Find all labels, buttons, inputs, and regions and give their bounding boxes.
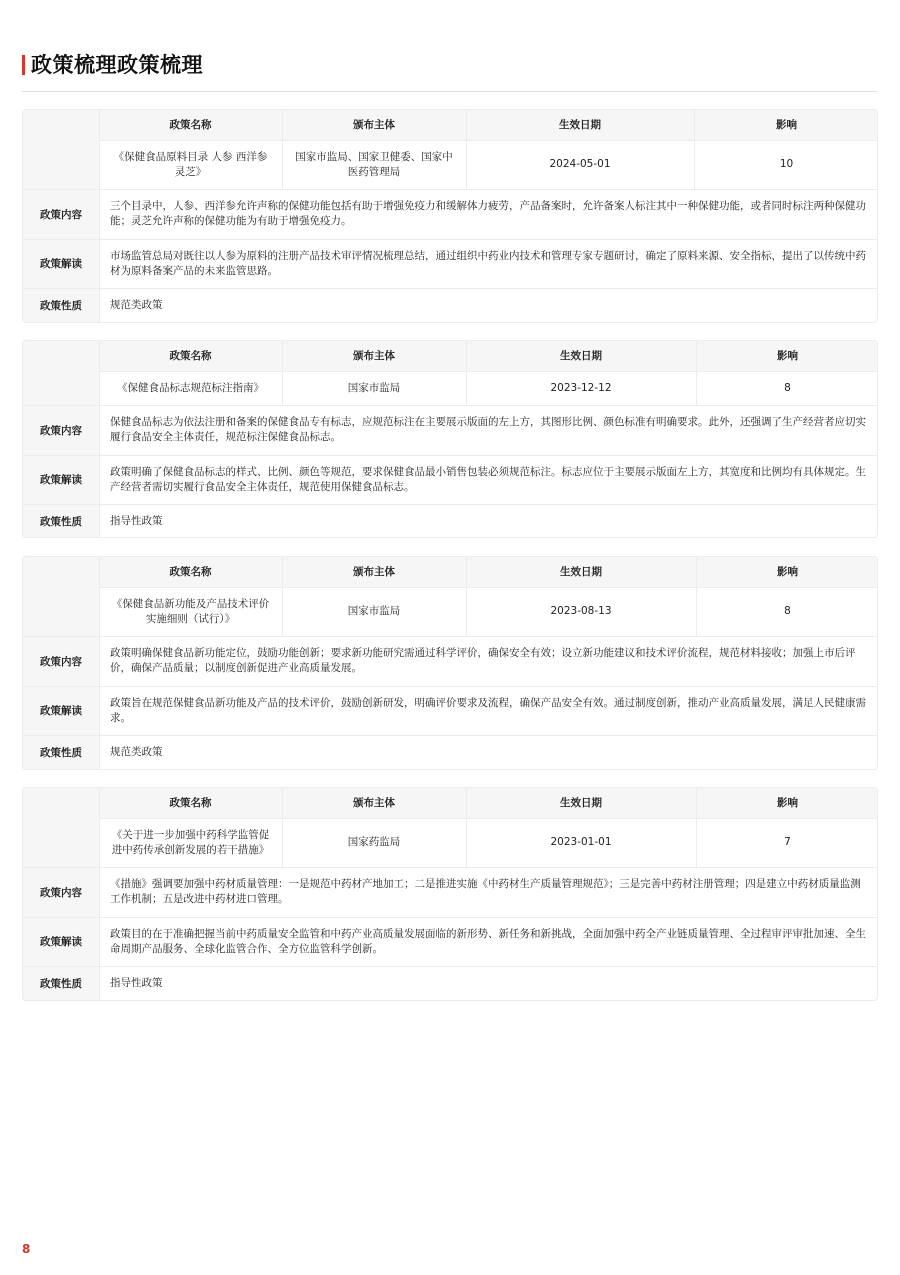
- divider: [23, 405, 878, 406]
- policy-nature: 指导性政策: [110, 514, 163, 527]
- info-row: [23, 818, 878, 867]
- divider: [696, 557, 697, 636]
- divider: [282, 557, 283, 636]
- info-corner: [23, 140, 99, 189]
- policy-content: 《措施》强调要加强中药材质量管理：一是规范中药材产地加工；二是推进实施《中药材生产质量管理规范》；三是完善中药材注册管理；四是建立中药材质量监测工作机制；五是改进中药材进口管理。: [110, 878, 861, 905]
- divider: [466, 341, 467, 405]
- policy-name: 《保健食品新功能及产品技术评价实施细则（试行）》: [111, 597, 270, 625]
- info-corner: [23, 587, 99, 636]
- divider: [23, 917, 878, 918]
- divider: [282, 341, 283, 405]
- divider: [282, 110, 283, 189]
- policy-impact: 7: [784, 836, 791, 848]
- interpretation-row: [23, 686, 878, 735]
- interpretation-label: 政策解读: [23, 686, 99, 735]
- divider: [23, 288, 878, 289]
- header-corner: [23, 341, 99, 371]
- divider: [99, 110, 100, 322]
- divider: [99, 587, 878, 588]
- policy-card-1: [22, 109, 878, 323]
- policy-issuer: 国家市监局: [347, 605, 401, 617]
- header-corner: [23, 110, 99, 140]
- policy-impact: 8: [784, 381, 791, 394]
- policy-content: 保健食品标志为依法注册和备案的保健食品专有标志，应规范标注在主要展示版面的左上方，其图形比例、颜色标准有明确要求。此外，还强调了生产经营者应切实履行食品安全主体责任，规范标注保健食品标志。: [110, 416, 866, 443]
- divider: [23, 455, 878, 456]
- divider: [23, 189, 878, 190]
- content-row: [23, 405, 878, 455]
- interpretation-row: [23, 917, 878, 966]
- divider: [466, 110, 467, 189]
- header-name: 政策名称: [99, 788, 282, 818]
- content-row: [23, 189, 878, 239]
- policy-issuer: 国家市监局、国家卫健委、国家中医药管理局: [295, 150, 453, 178]
- policy-name: 《保健食品标志规范标注指南》: [117, 381, 264, 394]
- divider: [99, 788, 100, 1000]
- policy-name: 《关于进一步加强中药科学监管促进中药传承创新发展的若干措施》: [111, 828, 270, 856]
- divider: [99, 140, 878, 141]
- info-row: [23, 587, 878, 636]
- page-title-section: [22, 50, 878, 92]
- divider: [99, 557, 100, 769]
- header-issuer: 颁布主体: [282, 557, 466, 587]
- divider: [466, 788, 467, 867]
- divider: [23, 504, 878, 505]
- divider: [696, 788, 697, 867]
- policy-impact: 8: [784, 605, 791, 617]
- content-label: 政策内容: [23, 405, 99, 455]
- interpretation-label: 政策解读: [23, 455, 99, 504]
- policy-interpretation: 政策目的在于准确把握当前中药质量安全监管和中药产业高质量发展面临的新形势、新任务和新挑战，全面加强中药全产业链质量管理、全过程审评审批加速、全生命周期产品服务、全球化监管合作、全方位监管科学创新。: [110, 927, 866, 955]
- header-name: 政策名称: [99, 341, 282, 371]
- policy-name: 《保健食品原料目录 人参 西洋参 灵芝》: [113, 150, 268, 178]
- policy-nature: 规范类政策: [110, 745, 163, 758]
- header-row: [23, 110, 878, 140]
- policy-content: 三个目录中，人参、西洋参允许声称的保健功能包括有助于增强免疫力和缓解体力疲劳，产品备案时，允许备案人标注其中一种保健功能，或者同时标注两种保健功能；灵芝允许声称的保健功能为有助于增强免疫力。: [110, 200, 866, 227]
- content-label: 政策内容: [23, 867, 99, 917]
- policy-issuer: 国家药监局: [347, 836, 401, 848]
- header-corner: [23, 788, 99, 818]
- header-row: [23, 341, 878, 371]
- page-title: 政策梳理政策梳理: [31, 53, 203, 77]
- interpretation-row: [23, 455, 878, 504]
- info-corner: [23, 371, 99, 405]
- header-impact: 影响: [696, 341, 878, 371]
- divider: [694, 110, 695, 189]
- content-row: [23, 867, 878, 917]
- divider: [99, 341, 100, 537]
- content-label: 政策内容: [23, 636, 99, 686]
- content-row: [23, 636, 878, 686]
- nature-row: [23, 735, 878, 769]
- header-row: [23, 557, 878, 587]
- interpretation-label: 政策解读: [23, 917, 99, 966]
- policy-effective-date: 2023-08-13: [550, 605, 612, 617]
- nature-label: 政策性质: [23, 966, 99, 1000]
- nature-label: 政策性质: [23, 504, 99, 538]
- nature-row: [23, 966, 878, 1000]
- header-impact: 影响: [696, 788, 878, 818]
- policy-nature: 规范类政策: [110, 298, 163, 311]
- policy-effective-date: 2024-05-01: [549, 158, 611, 170]
- header-name: 政策名称: [99, 110, 282, 140]
- nature-label: 政策性质: [23, 288, 99, 322]
- header-effective-date: 生效日期: [466, 788, 696, 818]
- nature-row: [23, 504, 878, 538]
- policy-effective-date: 2023-01-01: [550, 836, 612, 848]
- interpretation-row: [23, 239, 878, 288]
- info-corner: [23, 818, 99, 867]
- header-corner: [23, 557, 99, 587]
- divider: [282, 788, 283, 867]
- policy-card-3: [22, 556, 878, 770]
- divider: [696, 341, 697, 405]
- header-name: 政策名称: [99, 557, 282, 587]
- header-issuer: 颁布主体: [282, 341, 466, 371]
- policy-interpretation: 政策明确了保健食品标志的样式、比例、颜色等规范，要求保健食品最小销售包装必须规范标注。标志应位于主要展示版面左上方，其宽度和比例均有具体规定。生产经营者需切实履行食品安全主体责任，规范使用保健食品标志。: [110, 465, 866, 493]
- info-row: [23, 371, 878, 405]
- divider: [466, 557, 467, 636]
- policy-nature: 指导性政策: [110, 976, 163, 989]
- header-impact: 影响: [694, 110, 878, 140]
- divider: [23, 966, 878, 967]
- divider: [23, 686, 878, 687]
- divider: [23, 636, 878, 637]
- divider: [23, 867, 878, 868]
- policy-effective-date: 2023-12-12: [550, 381, 612, 394]
- header-effective-date: 生效日期: [466, 557, 696, 587]
- divider: [99, 818, 878, 819]
- page-number: 8: [22, 1242, 31, 1256]
- divider: [23, 735, 878, 736]
- divider: [99, 371, 878, 372]
- header-row: [23, 788, 878, 818]
- policy-impact: 10: [779, 158, 794, 170]
- header-effective-date: 生效日期: [466, 110, 694, 140]
- header-effective-date: 生效日期: [466, 341, 696, 371]
- header-issuer: 颁布主体: [282, 788, 466, 818]
- policy-card-4: [22, 787, 878, 1001]
- title-accent-bar: [22, 55, 25, 75]
- content-label: 政策内容: [23, 189, 99, 239]
- nature-row: [23, 288, 878, 322]
- nature-label: 政策性质: [23, 735, 99, 769]
- policy-interpretation: 政策旨在规范保健食品新功能及产品的技术评价，鼓励创新研发，明确评价要求及流程，确保产品安全有效。通过制度创新，推动产业高质量发展，满足人民健康需求。: [110, 696, 866, 724]
- policy-interpretation: 市场监管总局对既往以人参为原料的注册产品技术审评情况梳理总结，通过组织中药业内技术和管理专家专题研讨，确定了原料来源、安全指标，提出了以传统中药材为原料备案产品的未来监管思路。: [110, 249, 866, 277]
- interpretation-label: 政策解读: [23, 239, 99, 288]
- policy-card-2: [22, 340, 878, 538]
- header-issuer: 颁布主体: [282, 110, 466, 140]
- policy-content: 政策明确保健食品新功能定位，鼓励功能创新；要求新功能研究需通过科学评价，确保安全有效；设立新功能建议和技术评价流程，规范材料接收；加强上市后评价，确保产品质量；以制度创新促进产业高质量发展。: [110, 647, 856, 674]
- policy-issuer: 国家市监局: [347, 381, 401, 394]
- divider: [23, 239, 878, 240]
- header-impact: 影响: [696, 557, 878, 587]
- info-row: [23, 140, 878, 189]
